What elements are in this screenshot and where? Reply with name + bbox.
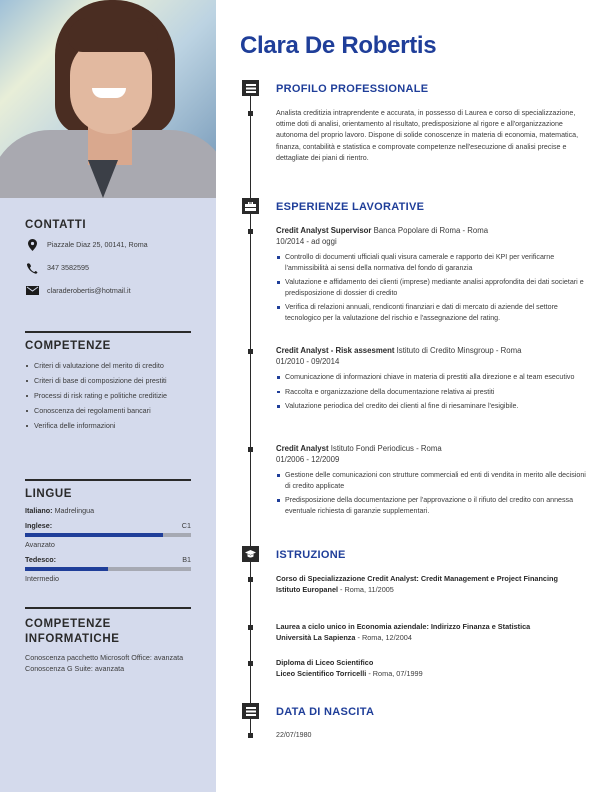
job-entry: Credit Analyst Istituto Fondi Periodicus - Roma 01/2006 - 12/2009 Gestione delle comunicazioni con strutture commerciali ed enti di vendita in merito alle decisioni di credito applicate Predisposizione della documentazione per l'approvazione o il rifiuto del credito con annessa eventuale richiesta di garanzie supplementari. — [276, 444, 588, 520]
language-level-bar — [25, 533, 191, 537]
profile-title: PROFILO PROFESSIONALE — [276, 83, 429, 95]
briefcase-icon — [242, 198, 259, 214]
contacts-title: CONTATTI — [25, 219, 87, 231]
timeline-node — [248, 349, 253, 354]
it-skill-item: Conoscenza pacchetto Microsoft Office: avanzata — [25, 653, 184, 662]
job-bullet: Valutazione e affidamento dei clienti (imprese) mediante analisi approfondita dei dati societari e predisposizione di dossier di credito — [276, 277, 588, 298]
location-pin-icon — [25, 239, 39, 251]
list-icon — [242, 703, 259, 719]
divider — [25, 331, 191, 333]
skills-section — [25, 340, 191, 436]
skill-item: Verifica delle informazioni — [25, 421, 191, 431]
skill-item: Criteri di base di composizione dei prestiti — [25, 376, 191, 386]
contact-phone-text: 347 3582595 — [47, 263, 89, 272]
languages-section — [25, 488, 191, 583]
skill-item: Processi di risk rating e politiche creditizie — [25, 391, 191, 401]
job-bullet: Valutazione periodica del credito dei clienti al fine di riesaminare l'esigibile. — [276, 401, 588, 412]
phone-icon — [25, 262, 39, 274]
profile-photo — [0, 0, 216, 198]
skills-title: COMPETENZE — [25, 340, 111, 352]
birth-date: 22/07/1980 — [276, 731, 312, 739]
education-entry: Corso di Specializzazione Credit Analyst: Credit Management e Project Financing Istituto Europanel - Roma, 11/2005 — [276, 574, 558, 594]
sidebar — [0, 0, 216, 792]
language-german: Tedesco: B1 Intermedio — [25, 555, 191, 583]
education-title: ISTRUZIONE — [276, 549, 346, 561]
envelope-icon — [25, 286, 39, 295]
birth-block — [276, 730, 588, 741]
divider — [25, 607, 191, 609]
contacts-section — [25, 219, 191, 302]
job-bullet: Predisposizione della documentazione per l'approvazione o il rifiuto del credito con annessa eventuale richiesta di garanzie supplementari. — [276, 495, 588, 516]
education-entry: Laurea a ciclo unico in Economia aziendale: Indirizzo Finanza e Statistica Università La Sapienza - Roma, 12/2004 — [276, 622, 531, 642]
candidate-name: Clara De Robertis — [240, 32, 437, 59]
it-skills-title: COMPETENZE INFORMATICHE — [25, 618, 120, 645]
job-entry: Credit Analyst - Risk assesment Istituto di Credito Minsgroup - Roma 01/2010 - 09/2014 Comunicazione di informazioni chiave in materia di prestiti alla direzione e al team esecutivo Raccolta e organizzazione della documentazione relativa ai prestiti Valutazione periodica del credito dei clienti al fine di riesaminare l'esigibile. — [276, 346, 588, 416]
timeline-node — [248, 733, 253, 738]
profile-block — [276, 108, 588, 164]
timeline-node — [248, 661, 253, 666]
job-bullet: Verifica di relazioni annuali, rendiconti finanziari e dati di mercato di aziende del settore tecnologico per la valutazione del rischio e l'assegnazione del rating. — [276, 302, 588, 323]
language-english: Inglese: C1 Avanzato — [25, 521, 191, 549]
job-entry: Credit Analyst Supervisor Banca Popolare di Roma - Roma 10/2014 - ad oggi Controllo di documenti ufficiali quali visura camerale e rapporto dei KPI per verificarne l'ammissibilità ai sensi della normativa del fondo di garanzia Valutazione e affidamento dei clienti (imprese) mediante analisi approfondita dei dati societari e predisposizione di dossier di credito Verifica di relazioni annuali, rendiconti finanziari e dati di mercato di aziende del settore tecnologico per la valutazione del rischio e l'assegnazione del rating. — [276, 226, 588, 327]
it-skill-item: Conoscenza G Suite: avanzata — [25, 663, 125, 673]
contact-address-text: Piazzale Diaz 25, 00141, Roma — [47, 240, 148, 249]
it-skills-section — [25, 617, 191, 674]
language-level-bar — [25, 567, 191, 571]
job-bullet: Comunicazione di informazioni chiave in materia di prestiti alla direzione e al team esecutivo — [276, 372, 588, 383]
divider — [25, 479, 191, 481]
contact-email[interactable] — [25, 279, 191, 302]
skill-item: Conoscenza dei regolamenti bancari — [25, 406, 191, 416]
timeline-node — [248, 229, 253, 234]
job-bullet: Controllo di documenti ufficiali quali visura camerale e rapporto dei KPI per verificarne l'ammissibilità ai sensi della normativa del fondo di garanzia — [276, 252, 588, 273]
contact-address — [25, 233, 191, 256]
timeline-node — [248, 111, 253, 116]
skill-item: Criteri di valutazione del merito di credito — [25, 361, 191, 371]
timeline-node — [248, 625, 253, 630]
main-content — [216, 0, 612, 792]
job-bullet: Raccolta e organizzazione della documentazione relativa ai prestiti — [276, 387, 588, 398]
education-entry: Diploma di Liceo Scientifico Liceo Scientifico Torricelli - Roma, 07/1999 — [276, 658, 423, 678]
experience-title: ESPERIENZE LAVORATIVE — [276, 201, 425, 213]
graduation-cap-icon — [242, 546, 259, 562]
timeline-node — [248, 447, 253, 452]
timeline-node — [248, 577, 253, 582]
contact-email-text: claraderobertis@hotmail.it — [47, 286, 131, 295]
profile-text: Analista creditizia intraprendente e accurata, in possesso di Laurea e corso di specializzazione, ottime doti di analisi, orientamento al risultato, predisposizione al rigore e all'organizzazione autonoma del proprio lavoro. Dispone di solide conoscenze in materia di economia, matematica, finanza, contabilità e statistica e comprovate competenze nell'esecuzione di analisi precise e dettagliate dei piani di rientro. — [276, 109, 579, 162]
job-bullet: Gestione delle comunicazioni con strutture commerciali ed enti di vendita in merito alle decisioni di credito applicate — [276, 470, 588, 491]
languages-title: LINGUE — [25, 488, 73, 500]
contact-phone[interactable] — [25, 256, 191, 279]
language-native: Italiano: Madrelingua — [25, 506, 95, 515]
list-icon — [242, 80, 259, 96]
birth-title: DATA DI NASCITA — [276, 706, 375, 718]
timeline-line — [250, 88, 252, 738]
